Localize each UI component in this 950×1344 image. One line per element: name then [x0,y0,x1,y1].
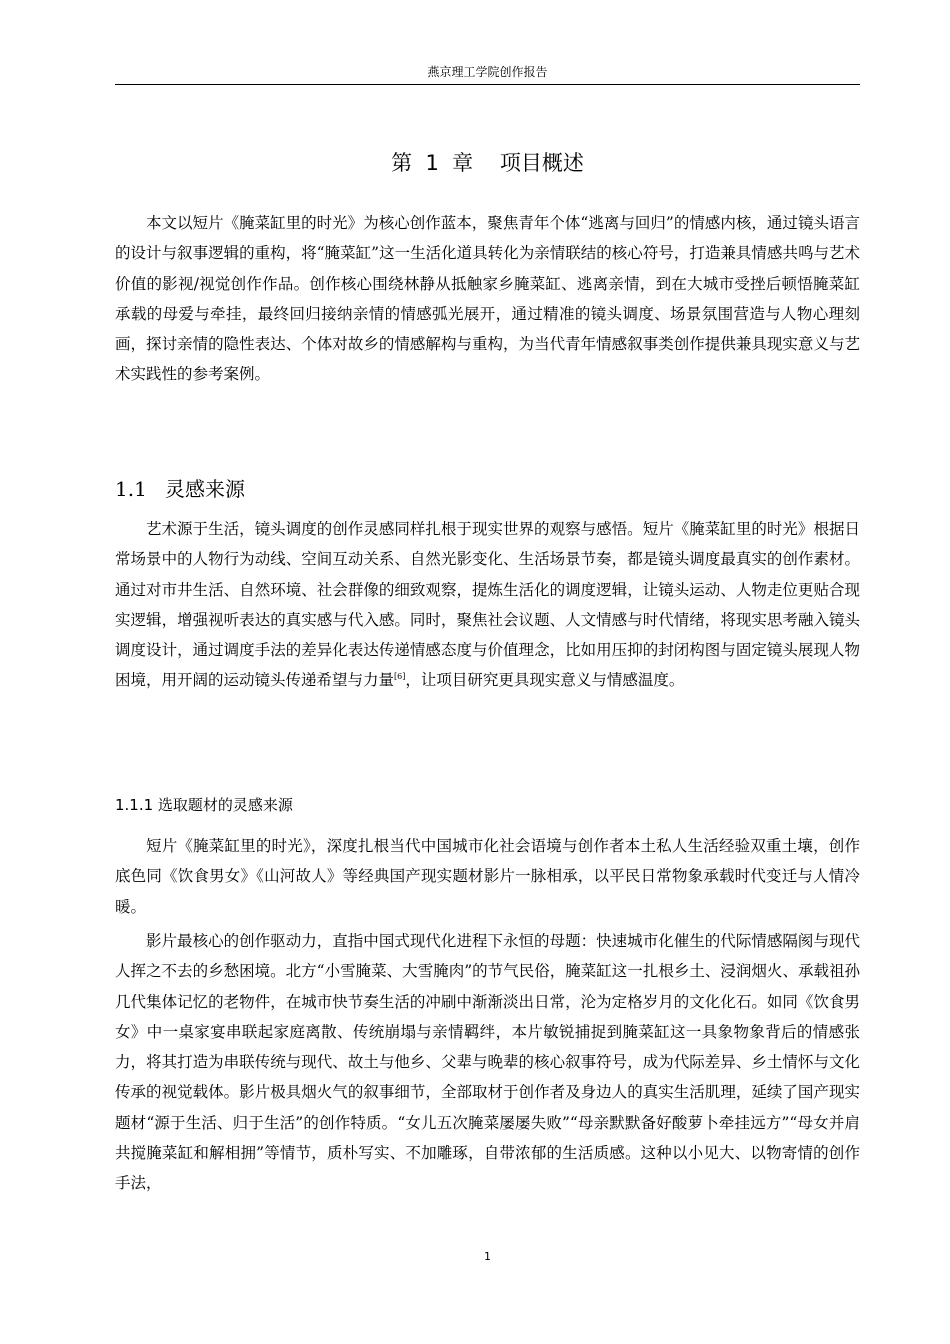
header-rule [115,84,860,85]
section-1-1-paragraph [115,514,860,696]
subsection-paragraph-2: 影片最核心的创作驱动力，直指中国式现代化进程下永恒的母题：快速城市化催生的代际情感隔阂与现代人挥之不去的乡愁困境。北方“小雪腌菜、大雪腌肉”的节气民俗，腌菜缸这一扎根乡土、浸润烟火、承载祖孙几代集体记忆的老物件，在城市快节奏生活的冲刷中渐渐淡出日常，沦为定格岁月的文化化石。如同《饮食男女》中一桌家宴串联起家庭离散、传统崩塌与亲情羁绊，本片敏锐捕捉到腌菜缸这一具象物象背后的情感张力，将其打造为串联传统与现代、故土与他乡、父辈与晚辈的核心叙事符号，成为代际差异、乡土情怀与文化传承的视觉载体。影片极具烟火气的叙事细节，全部取材于创作者及身边人的真实生活肌理，延续了国产现实题材“源于生活、归于生活”的创作特质。“女儿五次腌菜屡屡失败”“母亲默默备好酸萝卜牵挂远方”“母女并肩共搅腌菜缸和解相拥”等情节，质朴写实、不加雕琢，自带浓郁的生活质感。这种以小见大、以物寄情的创作手法， [115,932,860,1193]
paragraph-text-continued: ，让项目研究更具现实意义与情感温度。 [405,671,685,690]
chapter-intro-paragraph: 本文以短片《腌菜缸里的时光》为核心创作蓝本，聚焦青年个体“逃离与回归”的情感内核，通过镜头语言的设计与叙事逻辑的重构，将“腌菜缸”这一生活化道具转化为亲情联结的核心符号，打造兼具情感共鸣与艺术价值的影视/视觉创作作品。创作核心围绕林静从抵触家乡腌菜缸、逃离亲情，到在大城市受挫后顿悟腌菜缸承载的母爱与牵挂，最终回归接纳亲情的情感弧光展开，通过精准的镜头调度、场景氛围营造与人物心理刻画，探讨亲情的隐性表达、个体对故乡的情感解构与重构，为当代青年情感叙事类创作提供兼具现实意义与艺术实践性的参考案例。 [115,214,860,384]
section-heading-1-1 [115,474,860,504]
section-title: 灵感来源 [165,477,245,501]
paragraph-text: 艺术源于生活，镜头调度的创作灵感同样扎根于现实世界的观察与感悟。短片《腌菜缸里的时光》根据日常场景中的人物行为动线、空间互动关系、自然光影变化、生活场景节奏，都是镜头调度最真实的创作素材。通过对市井生活、自然环境、社会群像的细致观察，提炼生活化的调度逻辑，让镜头运动、人物走位更贴合现实逻辑，增强视听表达的真实感与代入感。同时，聚焦社会议题、人文情感与时代情绪，将现实思考融入镜头调度设计，通过调度手法的差异化表达传递情感态度与价值理念，比如用压抑的封闭构图与固定镜头展现人物困境，用开阔的运动镜头传递希望与力量 [115,520,860,690]
page-number: 1 [484,1250,491,1263]
section-number: 1.1 [115,477,147,501]
chapter-title: 第 1 章 项目概述 [391,151,584,175]
citation-reference[interactable]: [6] [394,672,406,682]
running-header: 燕京理工学院创作报告 [427,65,548,79]
subsection-heading-1-1-1: 1.1.1 选取题材的灵感来源 [115,796,293,814]
subsection-paragraph-1: 短片《腌菜缸里的时光》，深度扎根当代中国城市化社会语境与创作者本土私人生活经验双重土壤，创作底色同《饮食男女》《山河故人》等经典国产现实题材影片一脉相承，以平民日常物象承载时代变迁与人情冷暖。 [115,837,860,916]
